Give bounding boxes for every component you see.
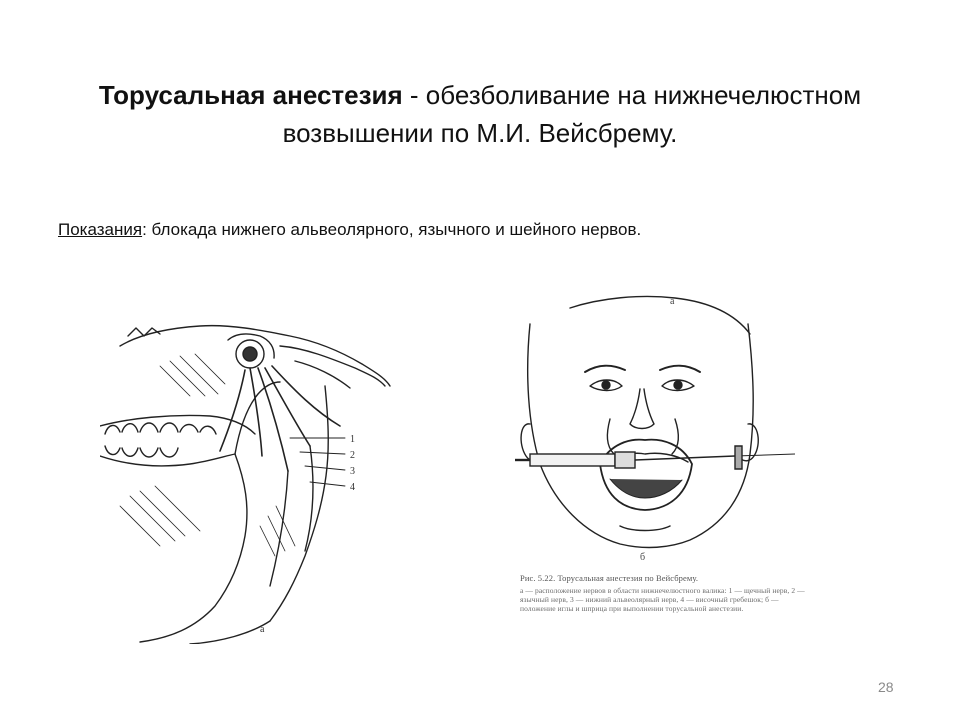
figure-right-label-top: а	[670, 296, 675, 307]
figure-caption	[520, 574, 810, 613]
marker-3: 3	[350, 466, 355, 477]
indications-line	[58, 218, 641, 242]
caption-title: Рис. 5.22. Торусальная анестезия по Вейсбрему.	[520, 573, 699, 583]
indications-text: : блокада нижнего альвеолярного, язычного и шейного нервов.	[142, 220, 642, 239]
figure-left-label: а	[260, 624, 265, 635]
marker-2: 2	[350, 450, 355, 461]
indications-label: Показания	[58, 220, 143, 239]
marker-4: 4	[350, 482, 355, 493]
figure-right-label-bottom: б	[640, 552, 646, 563]
marker-1: 1	[350, 434, 355, 445]
caption-body: а — расположение нервов в области нижнечелюстного валика: 1 — щечный нерв, 2 — язычный нерв, 3 — нижний альвеолярный нерв, 4 — височный гребешок; б — положение иглы и шприца при выполнении торусальной анестезии.	[520, 586, 805, 613]
title-rest: - обезболивание на нижнечелюстном возвышении по М.И. Вейсбрему.	[282, 80, 862, 148]
title-bold-term: Торусальная анестезия	[98, 80, 403, 110]
slide-title	[60, 76, 900, 152]
jaw-nerves-illustration	[100, 306, 400, 644]
page-number: 28	[878, 679, 894, 695]
